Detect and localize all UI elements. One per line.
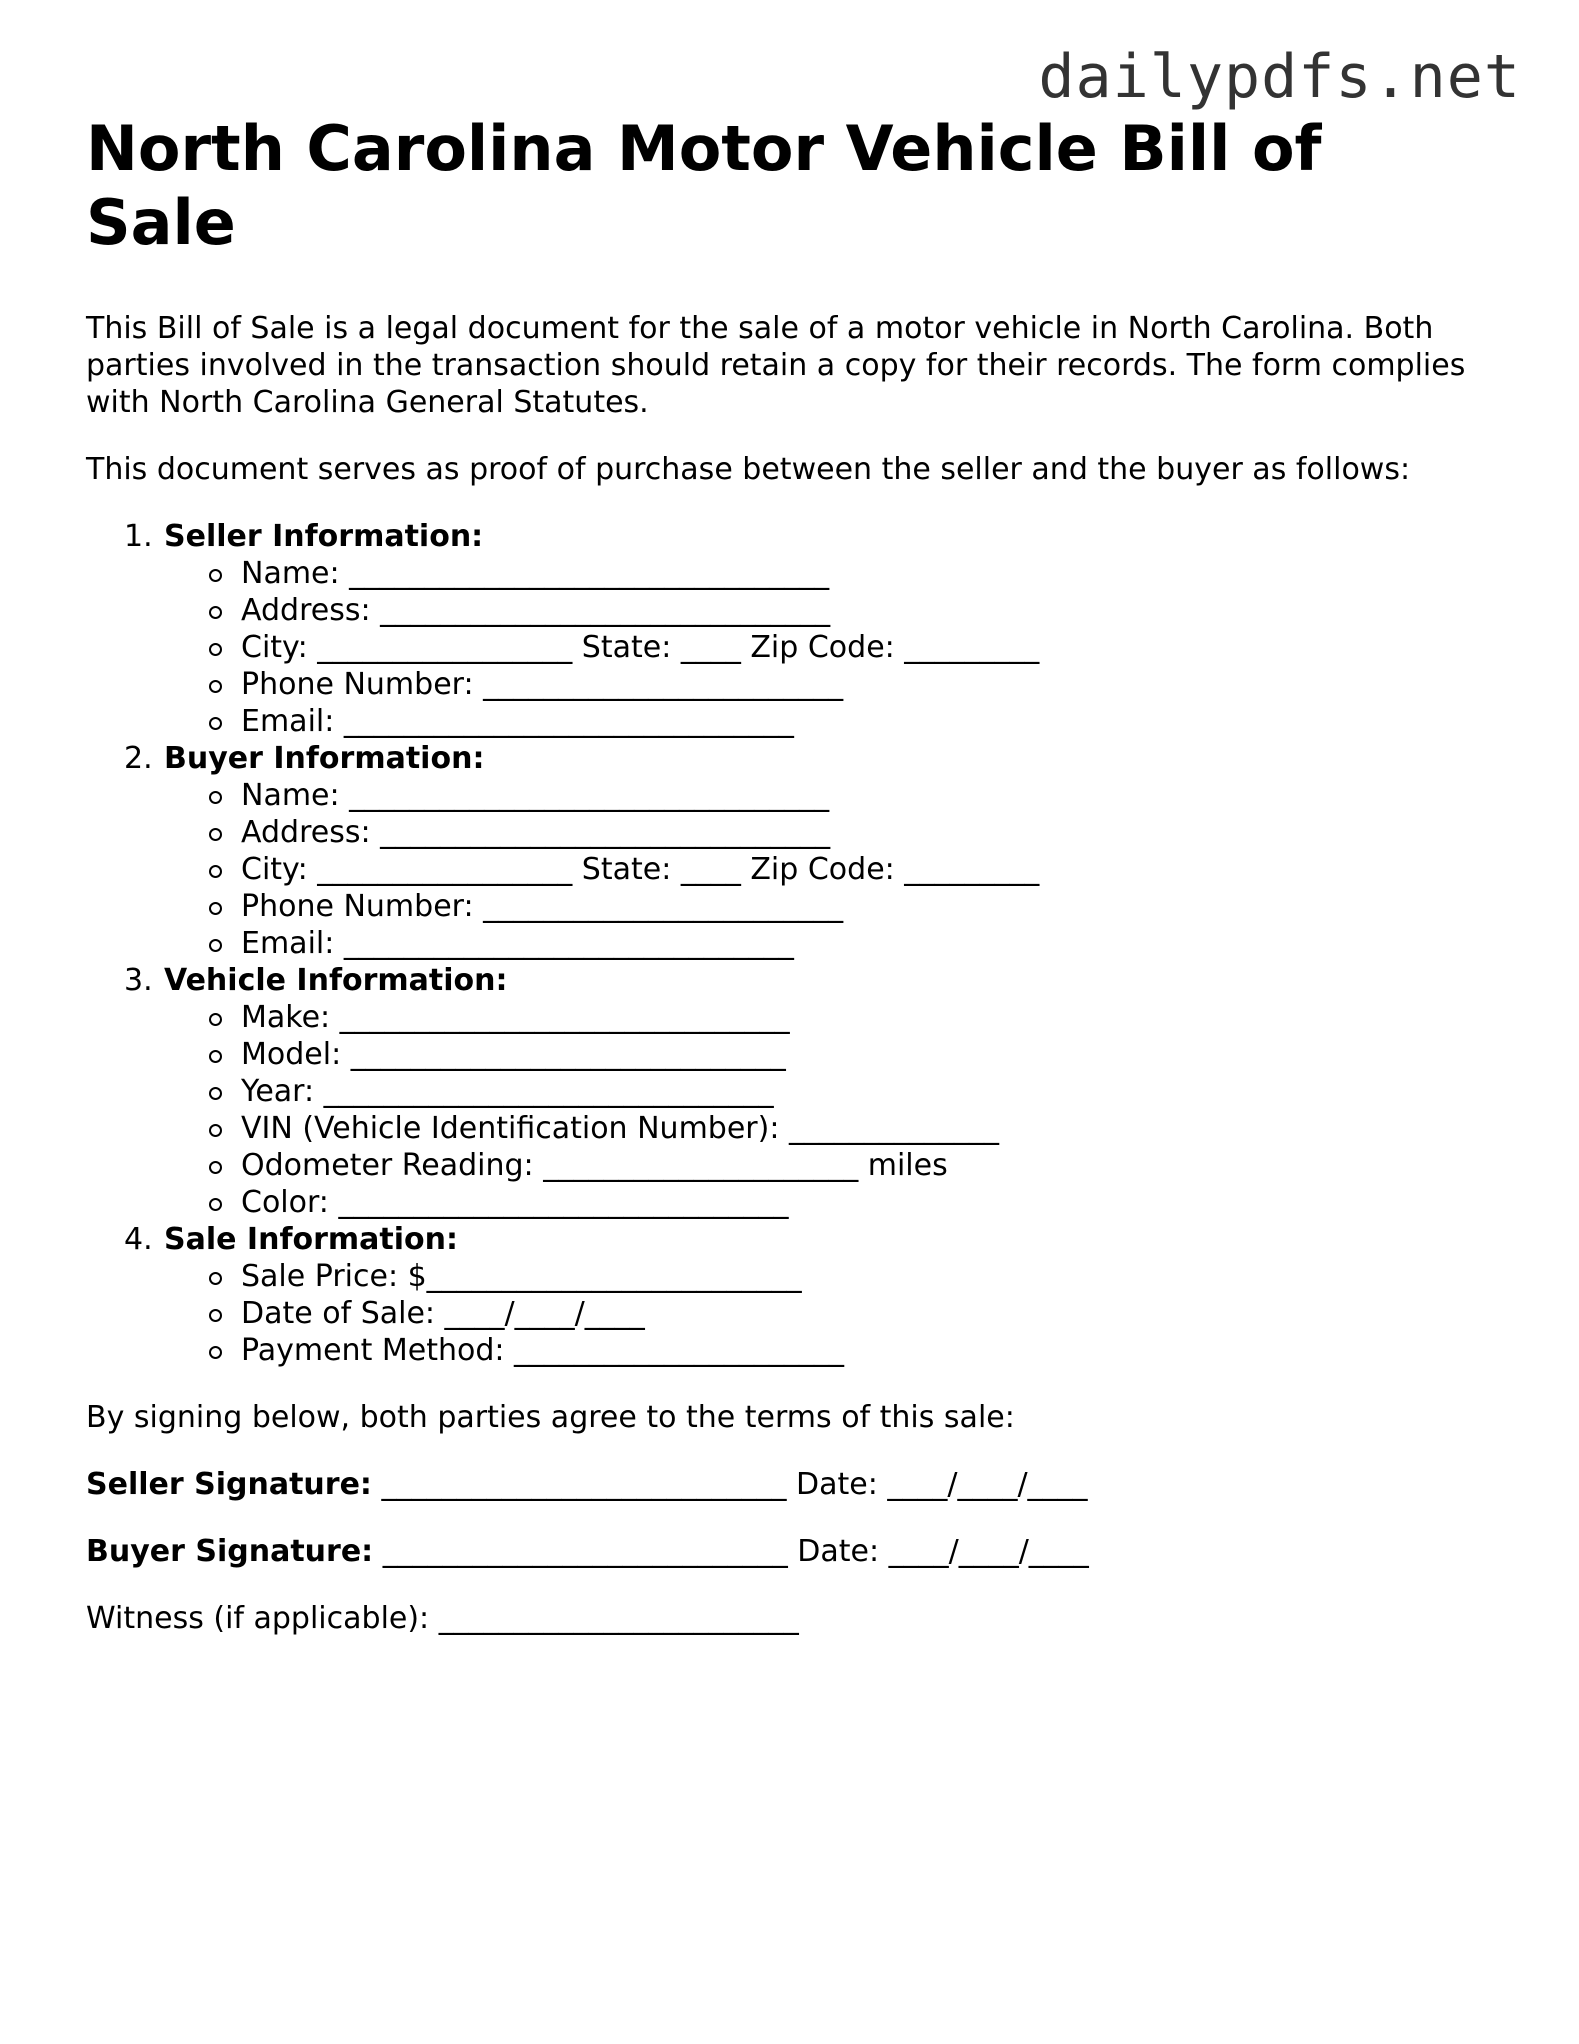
field-seller-name[interactable]: Name: ________________________________: [164, 555, 1506, 592]
field-list: [164, 999, 1506, 1221]
bullet-icon: [209, 939, 222, 952]
field-list: [164, 777, 1506, 962]
bullet-icon: [209, 680, 222, 693]
field-sale-date[interactable]: Date of Sale: ____/____/____: [164, 1295, 1506, 1332]
bullet-icon: [209, 1087, 222, 1100]
section-seller-information: [86, 518, 1506, 740]
section-sale-information: [86, 1221, 1506, 1369]
bullet-icon: [209, 1161, 222, 1174]
field-vehicle-model[interactable]: Model: _____________________________: [164, 1036, 1506, 1073]
field-vehicle-vin[interactable]: VIN (Vehicle Identification Number): ______________: [164, 1110, 1506, 1147]
witness-signature-line[interactable]: Witness (if applicable): ________________________: [86, 1601, 799, 1636]
buyer-signature-field[interactable]: ___________________________ Date: ____/____/____: [373, 1534, 1089, 1569]
field-vehicle-color[interactable]: Color: ______________________________: [164, 1184, 1506, 1221]
field-buyer-email[interactable]: Email: ______________________________: [164, 925, 1506, 962]
sections-list: [86, 518, 1506, 1369]
buyer-signature-line[interactable]: [86, 1533, 1506, 1570]
bullet-icon: [209, 1013, 222, 1026]
closing-statement: By signing below, both parties agree to the terms of this sale:: [86, 1400, 1015, 1435]
field-seller-email[interactable]: Email: ______________________________: [164, 703, 1506, 740]
section-number: 1.: [124, 519, 153, 554]
section-number: 4.: [124, 1222, 153, 1257]
field-seller-phone[interactable]: Phone Number: ________________________: [164, 666, 1506, 703]
watermark: dailypdfs.net: [1038, 42, 1521, 112]
bullet-icon: [209, 828, 222, 841]
bullet-icon: [209, 1124, 222, 1137]
bullet-icon: [209, 569, 222, 582]
bullet-icon: [209, 717, 222, 730]
field-seller-address[interactable]: Address: ______________________________: [164, 592, 1506, 629]
bullet-icon: [209, 902, 222, 915]
section-title: Buyer Information:: [164, 741, 485, 776]
document-page: [86, 112, 1506, 1637]
field-buyer-name[interactable]: Name: ________________________________: [164, 777, 1506, 814]
field-vehicle-year[interactable]: Year: ______________________________: [164, 1073, 1506, 1110]
field-buyer-address[interactable]: Address: ______________________________: [164, 814, 1506, 851]
bullet-icon: [209, 1272, 222, 1285]
bullet-icon: [209, 791, 222, 804]
bullet-icon: [209, 1346, 222, 1359]
bullet-icon: [209, 606, 222, 619]
field-vehicle-odometer[interactable]: Odometer Reading: _____________________ miles: [164, 1147, 1506, 1184]
field-sale-price[interactable]: Sale Price: $_________________________: [164, 1258, 1506, 1295]
intro-paragraph: This Bill of Sale is a legal document for the sale of a motor vehicle in North Carolina. Both parties involved in the transaction should retain a copy for their records. The form complies with North Carolina General Statutes.: [86, 311, 1466, 420]
section-buyer-information: [86, 740, 1506, 962]
bullet-icon: [209, 1050, 222, 1063]
proof-statement: This document serves as proof of purchase between the seller and the buyer as follows:: [86, 452, 1411, 487]
field-list: [164, 1258, 1506, 1369]
section-vehicle-information: [86, 962, 1506, 1221]
field-buyer-city-state-zip[interactable]: City: _________________ State: ____ Zip Code: _________: [164, 851, 1506, 888]
seller-signature-line[interactable]: [86, 1466, 1506, 1503]
field-payment-method[interactable]: Payment Method: ______________________: [164, 1332, 1506, 1369]
section-number: 2.: [124, 741, 153, 776]
field-buyer-phone[interactable]: Phone Number: ________________________: [164, 888, 1506, 925]
field-list: [164, 555, 1506, 740]
bullet-icon: [209, 1309, 222, 1322]
seller-signature-label: Seller Signature:: [86, 1467, 372, 1502]
page-title: North Carolina Motor Vehicle Bill of Sale: [86, 112, 1322, 259]
bullet-icon: [209, 643, 222, 656]
buyer-signature-label: Buyer Signature:: [86, 1534, 374, 1569]
section-title: Vehicle Information:: [164, 963, 508, 998]
section-title: Sale Information:: [164, 1222, 458, 1257]
field-seller-city-state-zip[interactable]: City: _________________ State: ____ Zip Code: _________: [164, 629, 1506, 666]
seller-signature-field[interactable]: ___________________________ Date: ____/____/____: [371, 1467, 1088, 1502]
bullet-icon: [209, 865, 222, 878]
field-vehicle-make[interactable]: Make: ______________________________: [164, 999, 1506, 1036]
section-title: Seller Information:: [164, 519, 484, 554]
section-number: 3.: [124, 963, 153, 998]
bullet-icon: [209, 1198, 222, 1211]
